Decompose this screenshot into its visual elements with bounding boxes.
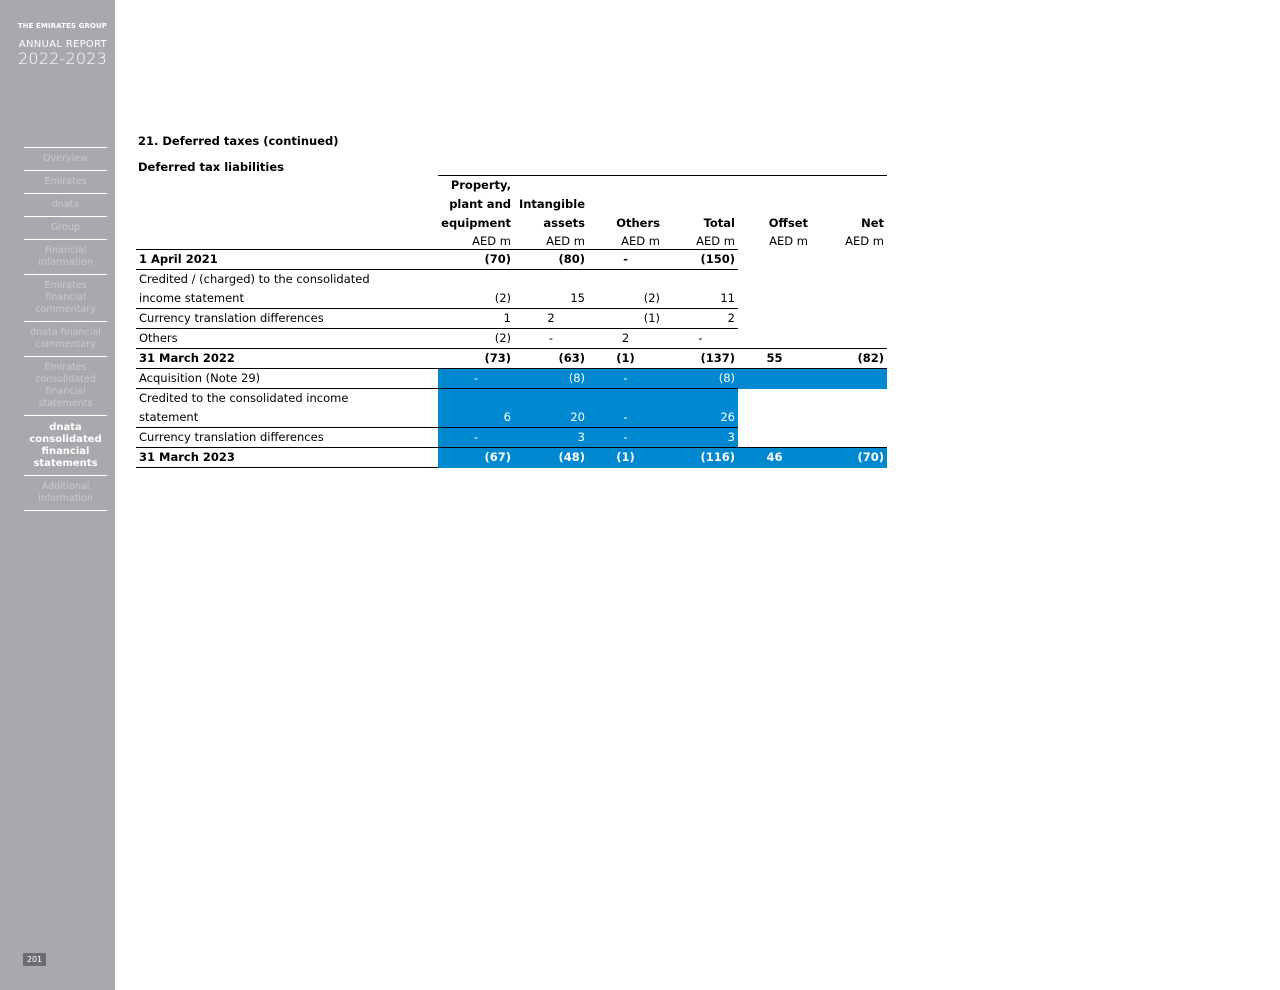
table-row (136, 289, 887, 309)
cell-others: - (588, 408, 663, 428)
cell-total: 3 (663, 428, 738, 448)
table-row (136, 329, 887, 349)
brand-report: ANNUAL REPORT (18, 39, 107, 50)
nav-item-additional-information[interactable]: Additional information (24, 476, 107, 511)
table-row (136, 428, 887, 448)
nav-item-emirates[interactable]: Emirates (24, 171, 107, 194)
row-label: statement (139, 410, 199, 424)
row-label: Credited / (charged) to the consolidated (136, 270, 438, 290)
header-net: Net (861, 216, 884, 230)
section-title: 21. Deferred taxes (continued) (138, 134, 339, 148)
table-row (136, 309, 887, 329)
cell-total: (8) (663, 369, 738, 389)
unit-net: AED m (845, 234, 884, 249)
cell-intangible: 3 (514, 428, 588, 448)
brand-group: THE EMIRATES GROUP (17, 22, 107, 30)
table-row (136, 448, 887, 468)
cell-intangible: (48) (514, 448, 588, 468)
cell-ppe: - (438, 369, 514, 389)
cell-ppe: (67) (438, 448, 514, 468)
cell-total: (150) (663, 250, 738, 270)
brand-years: 2022-2023 (17, 49, 107, 68)
table-row (136, 389, 887, 409)
row-label: 31 March 2022 (136, 349, 438, 369)
cell-others: - (588, 369, 663, 389)
row-label: Others (136, 329, 438, 349)
page-number: 201 (23, 953, 46, 966)
row-label: Currency translation differences (136, 309, 438, 329)
row-label: income statement (139, 291, 244, 305)
cell-ppe: 6 (438, 408, 514, 428)
cell-total: 11 (720, 291, 735, 305)
table-title: Deferred tax liabilities (138, 160, 284, 174)
deferred-tax-table (136, 175, 887, 468)
unit-intangible: AED m (546, 234, 585, 248)
table-row (136, 369, 887, 389)
cell-intangible: (63) (514, 349, 588, 369)
header-ppe-1: Property, (438, 176, 514, 196)
nav-item-group[interactable]: Group (24, 217, 107, 240)
cell-ppe: (2) (438, 329, 514, 349)
cell-intangible: (80) (514, 250, 588, 270)
nav-item-financial-information[interactable]: Financial information (24, 240, 107, 275)
cell-others: 2 (588, 329, 663, 349)
cell-total: 26 (663, 408, 738, 428)
sidebar (0, 0, 115, 990)
header-total: Total (703, 216, 735, 230)
header-intangible-1: Intangible (518, 197, 585, 211)
cell-total: 2 (663, 309, 738, 329)
row-label: 31 March 2023 (136, 448, 438, 468)
header-row (136, 176, 887, 196)
table-row (136, 349, 887, 369)
unit-total: AED m (696, 234, 735, 248)
nav-item-dnata[interactable]: dnata (24, 194, 107, 217)
cell-others: - (588, 250, 663, 270)
cell-intangible: (8) (514, 369, 588, 389)
header-offset: Offset (768, 216, 808, 230)
cell-total: (137) (663, 349, 738, 369)
cell-total: - (663, 329, 738, 349)
table-row (136, 408, 887, 428)
header-others: Others (616, 216, 660, 230)
cell-total: (116) (663, 448, 738, 468)
cell-ppe: (2) (494, 291, 511, 305)
unit-others: AED m (621, 234, 660, 248)
unit-offset: AED m (769, 234, 808, 249)
cell-intangible: 2 (514, 309, 588, 329)
cell-others: (2) (643, 291, 660, 305)
unit-ppe: AED m (472, 234, 511, 248)
header-ppe-2: plant and (449, 197, 511, 211)
row-label: Currency translation differences (136, 428, 438, 448)
nav-item-dnata-financial-commentary[interactable]: dnata financial commentary (24, 322, 107, 357)
cell-others: - (588, 428, 663, 448)
table-row (136, 250, 887, 270)
header-ppe-3: equipment (441, 216, 511, 230)
cell-others: (1) (588, 309, 663, 329)
cell-others: (1) (588, 448, 663, 468)
cell-offset: 46 (738, 448, 811, 468)
header-intangible-2: assets (543, 216, 585, 230)
cell-ppe: (73) (438, 349, 514, 369)
cell-others: (1) (588, 349, 663, 369)
cell-intangible: - (514, 329, 588, 349)
cell-intangible: 15 (570, 291, 585, 305)
cell-net: (70) (811, 448, 887, 468)
cell-ppe: 1 (438, 309, 514, 329)
cell-net: (82) (811, 349, 887, 369)
nav-item-overview[interactable]: Overview (24, 148, 107, 171)
sidebar-nav (24, 147, 107, 511)
row-label: Credited to the consolidated income (136, 389, 438, 409)
cell-intangible: 20 (514, 408, 588, 428)
header-row (136, 195, 887, 214)
nav-item-emirates-consolidated-statements[interactable]: Emirates consolidated financial statements (24, 357, 107, 416)
cell-ppe: - (438, 428, 514, 448)
cell-ppe: (70) (438, 250, 514, 270)
table-row (136, 270, 887, 290)
cell-offset: 55 (738, 349, 811, 369)
nav-item-dnata-consolidated-statements[interactable]: dnata consolidated financial statements (24, 416, 107, 476)
row-label: 1 April 2021 (136, 250, 438, 270)
nav-item-emirates-financial-commentary[interactable]: Emirates financial commentary (24, 275, 107, 322)
units-row (136, 233, 887, 250)
row-label: Acquisition (Note 29) (136, 369, 438, 389)
header-row (136, 214, 887, 233)
